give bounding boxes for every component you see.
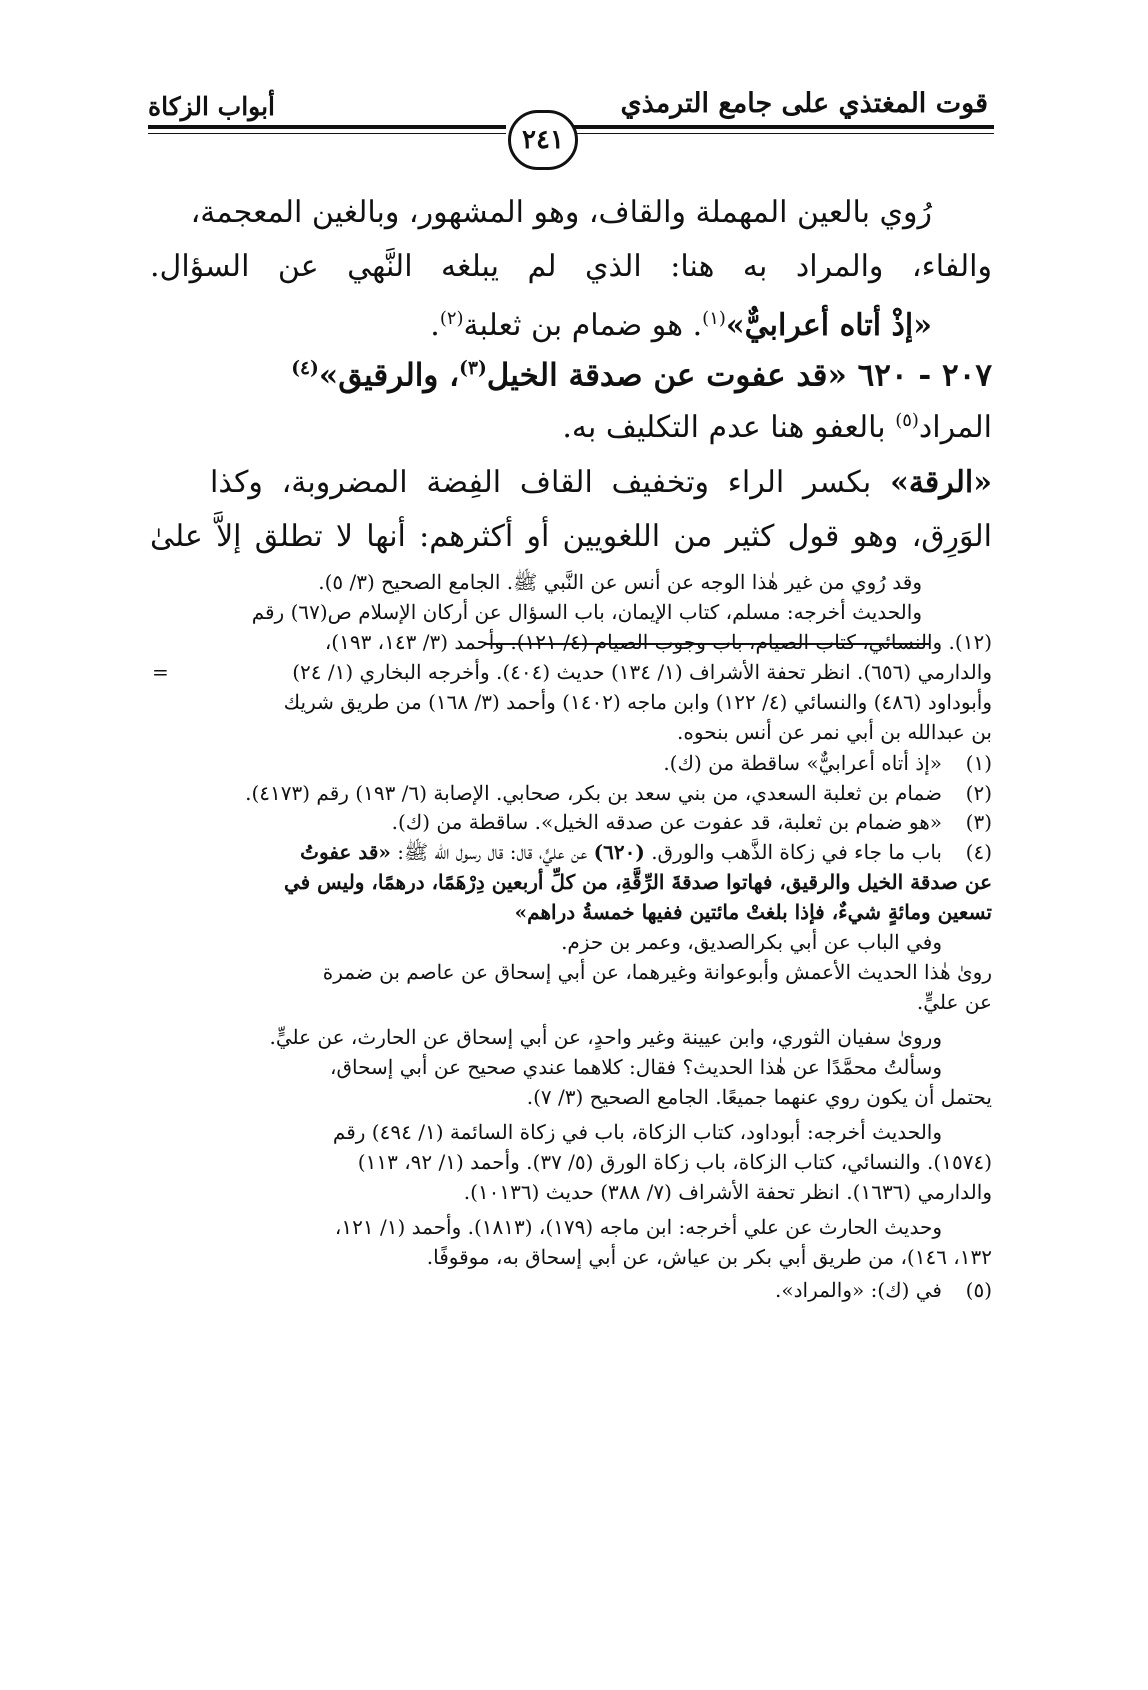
footnote-1-number: (١) — [965, 751, 992, 775]
header-rule-left-thick — [148, 125, 506, 129]
quote-riqqa: «الرقة» — [890, 465, 993, 500]
footnote-4-line-2: عن صدقة الخيل والرقيق، فهاتوا صدقةَ الرِّقَّةِ، من كلِّ أربعين دِرْهَمًا، درهمًا، وليس في — [283, 870, 992, 894]
note-ref-1: (١) — [702, 308, 726, 329]
footnote-cont-line-2: والحديث أخرجه: مسلم، كتاب الإيمان، باب السؤال عن أركان الإسلام ص(٦٧) رقم — [251, 600, 922, 624]
footnote-4-number: (٤) — [965, 840, 992, 864]
footnote-5-text: في (ك): «والمراد». — [775, 1278, 942, 1302]
footnote-4-line-9: يحتمل أن يكون روي عنهما جميعًا. الجامع الصحيح (٣/ ٧). — [526, 1085, 992, 1109]
footnote-1-text: «إذ أتاه أعرابيٌّ» ساقطة من (ك). — [663, 751, 942, 775]
hadith-number: ٢٠٧ - ٦٢٠ — [857, 357, 992, 394]
main-line-1: رُوي بالعين المهملة والقاف، وهو المشهور، وبالغين المعجمة، — [190, 195, 932, 230]
footnote-cont-line-6: بن عبدالله بن أبي نمر عن أنس بنحوه. — [677, 720, 992, 744]
book-title: قوت المغتذي على جامع الترمذي — [620, 88, 988, 119]
header-rule-right-thick — [574, 125, 994, 129]
main-line-5: المراد$^{(٥)}$ بالعفو هنا عدم التكليف به. — [562, 410, 992, 445]
footnote-4-line-12: والدارمي (١٦٣٦). انظر تحفة الأشراف (٧/ ٣٨٨) حديث (١٠١٣٦). — [463, 1180, 992, 1204]
footnote-5-number: (٥) — [965, 1278, 992, 1302]
footnote-cont-line-1: وقد رُوي من غير هٰذا الوجه عن أنس عن النَّبي ﷺ. الجامع الصحيح (٣/ ٥). — [318, 570, 922, 594]
footnote-4-line-14: ١٣٢، ١٤٦)، من طريق أبي بكر بن عياش، عن أبي إسحاق به، موقوفًا. — [426, 1245, 992, 1269]
footnote-4-line-11: (١٥٧٤). والنسائي، كتاب الزكاة، باب زكاة الورق (٥/ ٣٧). وأحمد (١/ ٩٢، ١١٣) — [357, 1150, 992, 1174]
page-number: ٢٤١ — [508, 110, 578, 170]
note-ref-2: (٢) — [439, 308, 464, 329]
footnote-4-line-6: عن عليٍّ. — [916, 990, 992, 1014]
footnote-3-text: «هو ضمام بن ثعلبة، قد عفوت عن صدقه الخيل». ساقطة من (ك). — [391, 810, 942, 834]
footnote-cont-line-4: والدارمي (٦٥٦). انظر تحفة الأشراف (١/ ١٣٤) حديث (٤٠٤). وأخرجه البخاري (١/ ٢٤) — [292, 660, 992, 684]
main-line-7: الوَرِق، وهو قول كثير من اللغويين أو أكثرهم: أنها لا تطلق إلاَّ علىٰ — [150, 519, 992, 554]
note-ref-5: (٥) — [895, 410, 919, 431]
footnote-4-line-13: وحديث الحارث عن علي أخرجه: ابن ماجه (١٧٩)، (١٨١٣). وأحمد (١/ ١٢١، — [334, 1215, 942, 1239]
main-line-4: ٢٠٧ - ٦٢٠ «قد عفوت عن صدقة الخيل$^{(٣)}$، والرقيق»$^{(٤)}$ — [291, 357, 992, 394]
footnote-3-number: (٣) — [965, 810, 992, 834]
main-line-3: «إذْ أتاه أعرابيٌّ»$^{(١)}$. هو ضمام بن ثعلبة$^{(٢)}$. — [430, 308, 932, 343]
footnote-2-text: ضمام بن ثعلبة السعدي، من بني سعد بن بكر، صحابي. الإصابة (٦/ ١٩٣) رقم (٤١٧٣). — [245, 781, 942, 805]
footnote-4-line-4: وفي الباب عن أبي بكرالصديق، وعمر بن حزم. — [561, 930, 942, 954]
continuation-mark: = — [152, 660, 169, 684]
section-title: أبواب الزكاة — [148, 92, 275, 121]
main-line-6: «الرقة» بكسر الراء وتخفيف القاف الفِضة المضروبة، وكذا — [210, 465, 993, 500]
note-ref-4: (٤) — [291, 358, 319, 379]
footnote-cont-line-3: (١٢). والنسائي، كتاب الصيام، باب وجوب الصيام (٤/ ١٢١). وأحمد (٣/ ١٤٣، ١٩٣)، — [324, 630, 992, 654]
footnote-4-line-10: والحديث أخرجه: أبوداود، كتاب الزكاة، باب في زكاة السائمة (١/ ٤٩٤) رقم — [332, 1120, 942, 1144]
footnote-4-line-5: روىٰ هٰذا الحديث الأعمش وأبوعوانة وغيرهما، عن أبي إسحاق عن عاصم بن ضمرة — [322, 960, 992, 984]
header-rule-left-thin — [148, 133, 506, 134]
main-line-2: والفاء، والمراد به هنا: الذي لم يبلغه النَّهي عن السؤال. — [150, 249, 992, 284]
note-ref-3: (٣) — [459, 358, 487, 379]
footnote-4-line-1: باب ما جاء في زكاة الذَّهب والورق. (٦٢٠) عن عليٍّ، قال: قال رسول الله ﷺ: «قد عفوتُ — [300, 840, 942, 864]
footnote-2-number: (٢) — [965, 781, 992, 805]
quote-idh-atahu: «إذْ أتاه أعرابيٌّ» — [725, 308, 932, 343]
footnote-4-line-3: تسعين ومائةٍ شيءٌ، فإذا بلغتْ مائتين ففيها خمسةُ دراهم» — [514, 900, 992, 924]
footnote-4-line-7: ورویٰ سفيان الثوري، وابن عيينة وغير واحدٍ، عن أبي إسحاق عن الحارث، عن عليٍّ. — [269, 1025, 942, 1049]
footnote-4-line-8: وسألتُ محمَّدًا عن هٰذا الحديث؟ فقال: كلاهما عندي صحيح عن أبي إسحاق، — [330, 1055, 942, 1079]
header-rule-right-thin — [574, 133, 994, 134]
footnote-cont-line-5: وأبوداود (٤٨٦) والنسائي (٤/ ١٢٢) وابن ماجه (١٤٠٢) وأحمد (٣/ ١٦٨) من طريق شريك — [283, 690, 992, 714]
